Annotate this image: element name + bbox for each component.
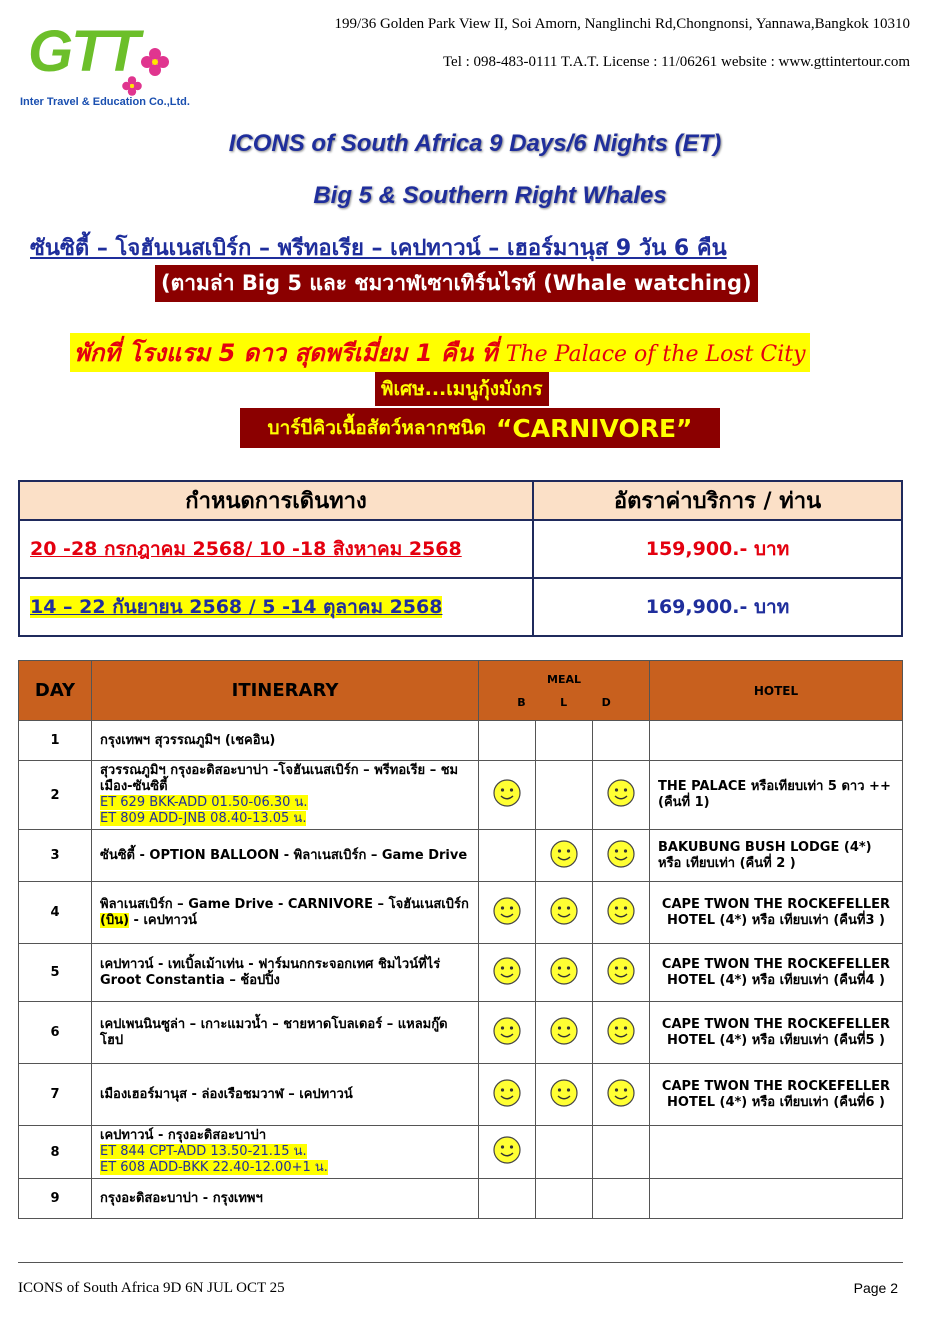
meal-lunch <box>536 830 593 882</box>
itinerary-route-part: - เคปทาวน์ <box>129 912 197 928</box>
hotel-highlight-text: พักที่ โรงแรม 5 ดาว สุดพรีเมี่ยม 1 คืน ที่ <box>74 339 498 367</box>
itinerary-hotel: THE PALACE หรือเทียบเท่า 5 ดาว ++ (คืนที่ 1) <box>650 761 903 830</box>
footer-page-number: Page 2 <box>853 1280 898 1296</box>
itin-header-itinerary: ITINERARY <box>92 661 479 721</box>
itinerary-description <box>92 944 479 1002</box>
itin-header-day: DAY <box>19 661 92 721</box>
itinerary-route: เคปทาวน์ - เทเบิ้ลเม้าเท่น - ฟาร์มนกกระจอกเทศ ชิมไวน์ที่ไร่ Groot Constantia – ช้อปปิ้ง <box>100 956 441 988</box>
flight-info: ET 844 CPT-ADD 13.50-21.15 น. <box>100 1144 307 1159</box>
price-dates: 20 -28 กรกฎาคม 2568/ 10 -18 สิงหาคม 2568 <box>19 520 533 578</box>
itinerary-day: 4 <box>19 882 92 944</box>
itinerary-day: 8 <box>19 1126 92 1179</box>
itinerary-hotel: CAPE TWON THE ROCKEFELLER HOTEL (4*) หรือ เทียบเท่า (คืนที่5 ) <box>650 1002 903 1064</box>
smiley-icon <box>492 1035 522 1050</box>
itinerary-row <box>19 882 903 944</box>
smiley-icon <box>606 858 636 873</box>
itinerary-row <box>19 944 903 1002</box>
itinerary-description <box>92 761 479 830</box>
flight-info: ET 809 ADD-JNB 08.40-13.05 น. <box>100 811 307 826</box>
smiley-icon <box>549 858 579 873</box>
meal-lunch <box>536 721 593 761</box>
itinerary-row <box>19 1179 903 1219</box>
itinerary-day: 7 <box>19 1064 92 1126</box>
itinerary-hotel <box>650 721 903 761</box>
price-dates-cell <box>19 578 533 636</box>
price-header-rate: อัตราค่าบริการ / ท่าน <box>533 481 902 520</box>
tour-theme-banner: (ตามล่า Big 5 และ ชมวาฬเซาเทิร์นไรท์ (Whale watching) <box>155 265 758 302</box>
meal-lunch <box>536 1179 593 1219</box>
itinerary-hotel: CAPE TWON THE ROCKEFELLER HOTEL (4*) หรือ เทียบเท่า (คืนที่3 ) <box>650 882 903 944</box>
meal-d-label: D <box>601 695 611 709</box>
itinerary-row <box>19 830 903 882</box>
meal-dinner <box>593 1002 650 1064</box>
logo-subtitle: Inter Travel & Education Co.,Ltd. <box>20 96 190 108</box>
itinerary-row <box>19 761 903 830</box>
itinerary-hotel <box>650 1126 903 1179</box>
tour-route: ซันซิตี้ – โจฮันเนสเบิร์ก – พรีทอเรีย – เคปทาวน์ – เฮอร์มานุส 9 วัน 6 คืน <box>30 236 727 261</box>
smiley-icon <box>549 975 579 990</box>
price-value: 169,900.- บาท <box>533 578 902 636</box>
meal-dinner <box>593 761 650 830</box>
company-address: 199/36 Golden Park View II, Soi Amorn, Nanglinchi Rd,Chongnonsi, Yannawa,Bangkok 10310 <box>334 16 910 32</box>
hotel-highlight <box>70 333 810 372</box>
itinerary-day: 5 <box>19 944 92 1002</box>
meal-dinner <box>593 882 650 944</box>
itinerary-hotel: CAPE TWON THE ROCKEFELLER HOTEL (4*) หรือ เทียบเท่า (คืนที่4 ) <box>650 944 903 1002</box>
itin-header-meal <box>479 661 650 721</box>
itinerary-row <box>19 1126 903 1179</box>
meal-breakfast <box>479 721 536 761</box>
meal-lunch <box>536 1002 593 1064</box>
itinerary-description <box>92 1179 479 1219</box>
meal-lunch <box>536 1126 593 1179</box>
meal-breakfast <box>479 1064 536 1126</box>
meal-dinner <box>593 944 650 1002</box>
itinerary-description <box>92 1064 479 1126</box>
meal-breakfast <box>479 1002 536 1064</box>
itinerary-route: กรุงเทพฯ สุวรรณภูมิฯ (เชคอิน) <box>100 732 276 748</box>
itinerary-day: 3 <box>19 830 92 882</box>
meal-lunch <box>536 944 593 1002</box>
company-contact: Tel : 098-483-0111 T.A.T. License : 11/06261 website : www.gttintertour.com <box>442 54 910 70</box>
smiley-icon <box>549 1035 579 1050</box>
price-row <box>19 520 902 578</box>
meal-breakfast <box>479 761 536 830</box>
itinerary-route <box>100 897 470 929</box>
smiley-icon <box>606 915 636 930</box>
meal-breakfast <box>479 1179 536 1219</box>
itinerary-route: เมืองเฮอร์มานุส - ล่องเรือชมวาฬ – เคปทาวน์ <box>100 1086 353 1102</box>
itinerary-day: 2 <box>19 761 92 830</box>
meal-breakfast <box>479 882 536 944</box>
itinerary-route: กรุงอะดิสอะบาบ่า - กรุงเทพฯ <box>100 1190 263 1206</box>
flight-info: ET 608 ADD-BKK 22.40-12.00+1 น. <box>100 1160 328 1175</box>
itin-header-hotel: HOTEL <box>650 661 903 721</box>
bbq-banner <box>240 408 720 448</box>
meal-breakfast <box>479 1126 536 1179</box>
smiley-icon <box>492 1097 522 1112</box>
special-menu-banner: พิเศษ...เมนูกุ้งมังกร <box>375 372 549 406</box>
meal-dinner <box>593 1064 650 1126</box>
smiley-icon <box>606 797 636 812</box>
itinerary-hotel <box>650 1179 903 1219</box>
smiley-icon <box>549 1097 579 1112</box>
smiley-icon <box>492 975 522 990</box>
itinerary-description <box>92 721 479 761</box>
meal-lunch <box>536 761 593 830</box>
smiley-icon <box>492 915 522 930</box>
price-row <box>19 578 902 636</box>
tour-subtitle: Big 5 & Southern Right Whales <box>313 182 667 209</box>
itinerary-day: 9 <box>19 1179 92 1219</box>
itinerary-route: สุวรรณภูมิฯ กรุงอะดิสอะบาบ่า -โจฮันเนสเบิร์ก – พรีทอเรีย – ชมเมือง-ซันซิตี้ <box>100 763 459 794</box>
tour-title: ICONS of South Africa 9 Days/6 Nights (ET) <box>228 130 722 157</box>
logo-text: GTT <box>28 19 138 84</box>
bbq-name: “CARNIVORE” <box>495 413 693 443</box>
smiley-icon <box>492 1154 522 1169</box>
flight-info: ET 629 BKK-ADD 01.50-06.30 น. <box>100 795 308 810</box>
price-table <box>18 480 903 637</box>
price-header-dates: กำหนดการเดินทาง <box>19 481 533 520</box>
itinerary-row <box>19 1002 903 1064</box>
footer-divider <box>18 1262 903 1263</box>
itinerary-row <box>19 1064 903 1126</box>
footer-doc-name: ICONS of South Africa 9D 6N JUL OCT 25 <box>18 1280 285 1296</box>
meal-dinner <box>593 1179 650 1219</box>
smiley-icon <box>492 797 522 812</box>
price-value: 159,900.- บาท <box>533 520 902 578</box>
itinerary-route-part: พิลาเนสเบิร์ก – Game Drive - CARNIVORE – โจฮันเนสเบิร์ก <box>100 896 469 912</box>
meal-l-label: L <box>560 695 568 709</box>
smiley-icon <box>606 975 636 990</box>
itinerary-description <box>92 830 479 882</box>
itinerary-description <box>92 882 479 944</box>
itinerary-route: ซันซิตี้ - OPTION BALLOON - พิลาเนสเบิร์ก – Game Drive <box>100 847 468 863</box>
smiley-icon <box>606 1097 636 1112</box>
itinerary-day: 1 <box>19 721 92 761</box>
itinerary-day: 6 <box>19 1002 92 1064</box>
meal-dinner <box>593 830 650 882</box>
itinerary-description <box>92 1002 479 1064</box>
meal-label: MEAL <box>547 672 581 686</box>
itinerary-row <box>19 721 903 761</box>
meal-breakfast <box>479 830 536 882</box>
meal-lunch <box>536 882 593 944</box>
bbq-text: บาร์บีคิวเนื้อสัตว์หลากชนิด <box>267 417 486 439</box>
meal-lunch <box>536 1064 593 1126</box>
itinerary-route: เคปทาวน์ - กรุงอะดิสอะบาบ่า <box>100 1128 267 1143</box>
itinerary-description <box>92 1126 479 1179</box>
itinerary-hotel: BAKUBUNG BUSH LODGE (4*) หรือ เทียบเท่า (คืนที่ 2 ) <box>650 830 903 882</box>
meal-dinner <box>593 721 650 761</box>
smiley-icon <box>549 915 579 930</box>
smiley-icon <box>606 1035 636 1050</box>
itinerary-table <box>18 660 903 1219</box>
hotel-highlight-name: The Palace of the Lost City <box>505 342 806 367</box>
meal-dinner <box>593 1126 650 1179</box>
meal-breakfast <box>479 944 536 1002</box>
price-dates: 14 – 22 กันยายน 2568 / 5 -14 ตุลาคม 2568 <box>30 596 443 618</box>
itinerary-flight-mark: (บิน) <box>100 912 130 928</box>
itinerary-hotel: CAPE TWON THE ROCKEFELLER HOTEL (4*) หรือ เทียบเท่า (คืนที่6 ) <box>650 1064 903 1126</box>
itinerary-route: เคปเพนนินซูล่า – เกาะแมวน้ำ – ชายหาดโบลเดอร์ – แหลมกู๊ดโฮป <box>100 1016 448 1048</box>
meal-b-label: B <box>517 695 526 709</box>
